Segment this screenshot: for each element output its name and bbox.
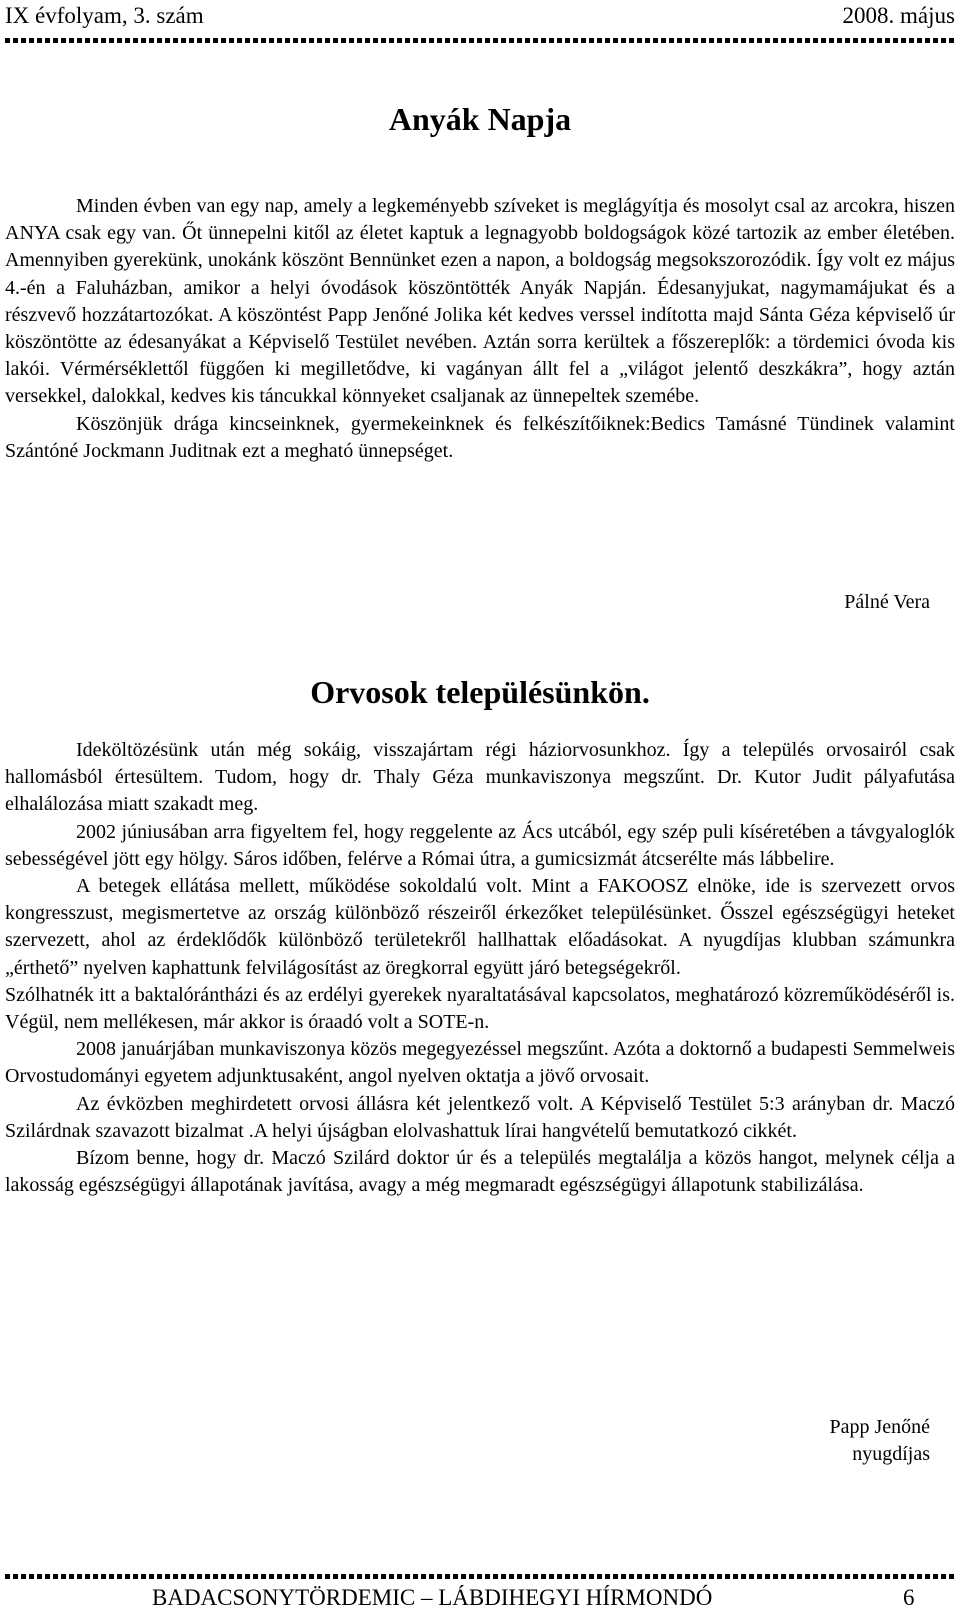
article-signature: [844, 589, 930, 616]
newsletter-name: BADACSONYTÖRDEMIC – LÁBDIHEGYI HÍRMONDÓ: [152, 1585, 713, 1610]
paragraph: Szólhatnék itt a baktalórántházi és az erdélyi gyerekek nyaraltatásával kapcsolatos, meghatározó közreműködéséről is. Végül, nem mellékesen, már akkor is óraadó volt a SOTE-n.: [5, 983, 955, 1034]
author-name: Papp Jenőné: [829, 1416, 930, 1438]
article-title-orvosok: Orvosok településünkön.: [310, 674, 650, 710]
footer-divider: [5, 1574, 955, 1579]
paragraph: Ideköltözésünk után még sokáig, visszajártam régi háziorvosunkhoz. Így a település orvosairól csak hallomásból értesültem. Tudom, hogy dr. Thaly Géza munkaviszonya megszűnt. Dr. Kutor Judit pályafutása elhalálozása miatt szakadt meg.: [5, 739, 955, 816]
paragraph: Minden évben van egy nap, amely a legkeményebb szíveket is meglágyítja és mosolyt csal az arcokra, hiszen ANYA csak egy van. Őt ünnepelni kitől az életet kaptuk a legnagyobb boldogságok közé tartozik az ember életében. Amennyiben gyerekünk, unokánk köszönt Bennünket ezen a napon, a boldogság megsokszorozódik. Így volt ez május 4.-én a Faluházban, amikor a helyi óvodások köszöntötték Anyák Napján. Édesanyjukat, nagymamájukat és a részvevő hozzátartozókat. A köszöntést Papp Jenőné Jolika két kedves verssel indította majd Sánta Géza képviselő úr köszöntötte az édesanyákat a Képviselő Testület nevében. Aztán sorra kerültek a főszereplők: a tördemici óvoda kis lakói. Vérmérséklettől függően ki megilletődve, ki vagányan állt fel a „világot jelentő deszkákra”, hogy aztán versekkel, dalokkal, kedves kis táncukkal könnyeket csaljanak az ünnepeltek szemébe.: [5, 195, 955, 408]
article-body-orvosok: [5, 737, 955, 1199]
page-header: [5, 2, 955, 30]
paragraph: Bízom benne, hogy dr. Maczó Szilárd doktor úr és a település megtalálja a közös hangot, melynek célja a lakosság egészségügyi állapotának javítása, avagy a még megmaradt egészségügyi állapotunk stabilizálása.: [5, 1147, 955, 1197]
paragraph: A betegek ellátása mellett, működése sokoldalú volt. Mint a FAKOOSZ elnöke, ide is szervezett orvos kongresszust, megismertetve az ország különböző részeiről érkezőket településünket. Ősszel egészségügyi heteket szervezett, ahol az érdeklődők különböző területekről hallhattak előadásokat. A nyugdíjas klubban számunkra „érthető” nyelven kaphattunk felvilágosítást az öregkorral együtt járó betegségekről.: [5, 875, 955, 979]
author-name: Pálné Vera: [844, 591, 930, 613]
paragraph: 2008 januárjában munkaviszonya közös megegyezéssel megszűnt. Azóta a doktornő a budapesti Semmelweis Orvostudományi egyetem adjunktusaként, angol nyelven oktatja a jövő orvosait.: [5, 1038, 955, 1088]
paragraph: Az évközben meghirdetett orvosi állásra két jelentkező volt. A Képviselő Testület 5:3 arányban dr. Maczó Szilárdnak szavazott bizalmat .A helyi újságban elolvashattuk lírai hangvételű bemutatkozó cikkét.: [5, 1092, 955, 1142]
issue-label: IX évfolyam, 3. szám: [5, 3, 204, 28]
author-role: nyugdíjas: [852, 1443, 930, 1465]
page-number: 6: [903, 1585, 915, 1610]
article-title-anyak-napja: Anyák Napja: [388, 101, 572, 137]
paragraph: 2002 júniusában arra figyeltem fel, hogy reggelente az Ács utcából, egy szép puli kíséretében a távgyaloglók sebességével jött egy hölgy. Sáros időben, felérve a Római útra, a gumicsizmát átcserélte más lábbelire.: [5, 820, 955, 870]
header-divider: [5, 38, 955, 43]
paragraph: Köszönjük drága kincseinknek, gyermekeinknek és felkészítőiknek:Bedics Tamásné Tündinek valamint Szántóné Jockmann Juditnak ezt a megható ünnepséget.: [5, 412, 955, 462]
article-body-anyak-napja: [5, 193, 955, 465]
article-signature: [829, 1414, 930, 1468]
issue-date: 2008. május: [842, 3, 955, 28]
